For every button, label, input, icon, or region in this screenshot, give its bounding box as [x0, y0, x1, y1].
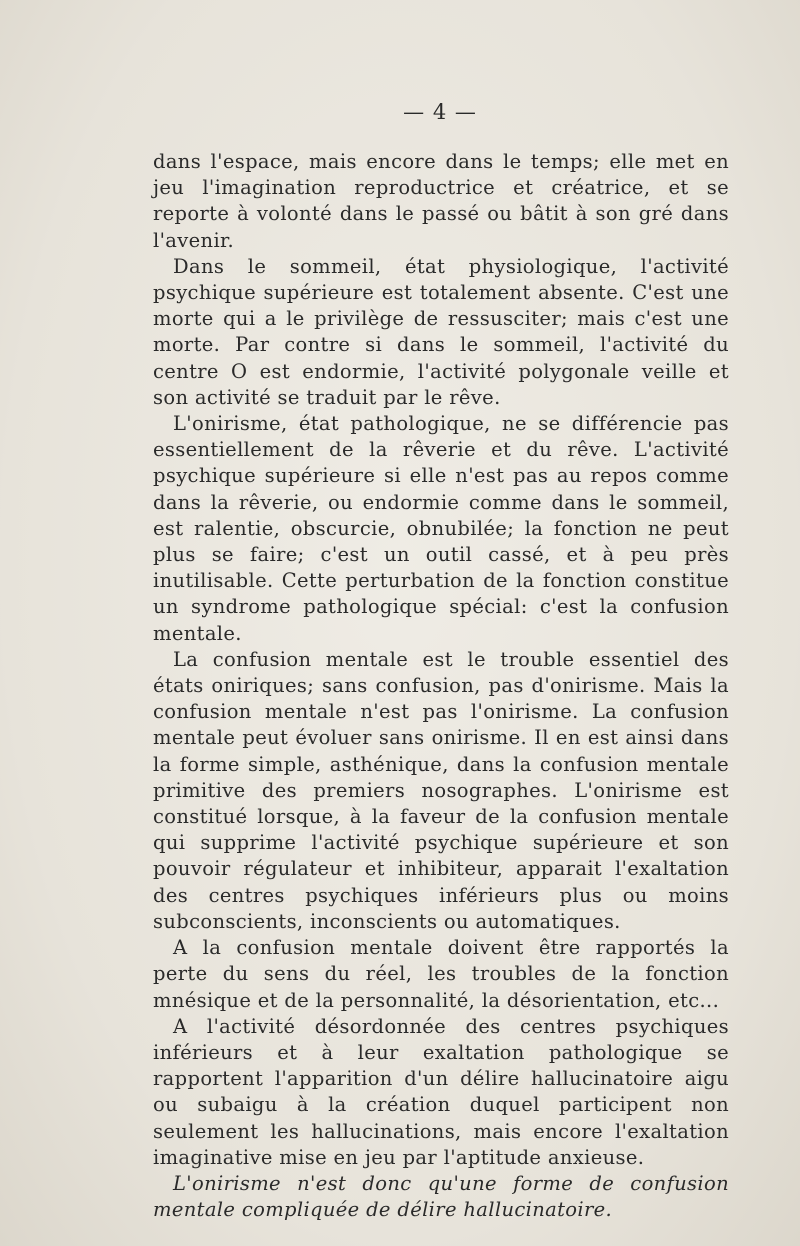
- page-number: — 4 —: [403, 100, 477, 124]
- conclusion-paragraph: L'onirisme n'est donc qu'une forme de confusion mentale compliquée de délire hallucinatoire.: [153, 1171, 729, 1222]
- paragraph-4: La confusion mentale est le trouble essentiel des états oniriques; sans confusion, pas d'onirisme. Mais la confusion mentale n'est pas l'onirisme. La confusion mentale peut évoluer sans onirisme. Il en est ainsi dans la forme simple, asthénique, dans la confusion mentale primitive des premiers nosographes. L'onirisme est constitué lorsque, à la faveur de la confusion mentale qui supprime l'activité psychique supérieure et son pouvoir régulateur et inhibiteur, apparait l'exaltation des centres psychiques inférieurs plus ou moins subconscients, inconscients ou automatiques.: [153, 647, 729, 933]
- paragraph-6: A l'activité désordonnée des centres psychiques inférieurs et à leur exaltation pathologique se rapportent l'apparition d'un délire hallucinatoire aigu ou subaigu à la création duquel participent non seulement les hallucinations, mais encore l'exaltation imaginative mise en jeu par l'aptitude anxieuse.: [153, 1014, 729, 1169]
- paragraph-5: A la confusion mentale doivent être rapportés la perte du sens du réel, les troubles de la fonction mnésique et de la personnalité, la désorientation, etc...: [153, 936, 729, 1012]
- body-text: [153, 149, 729, 1223]
- paragraph-1: dans l'espace, mais encore dans le temps; elle met en jeu l'imagination reproductrice et créatrice, et se reporte à volonté dans le passé ou bâtit à son gré dans l'avenir.: [153, 150, 729, 252]
- paragraph-3: L'onirisme, état pathologique, ne se différencie pas essentiellement de la rêverie et du rêve. L'activité psychique supérieure si elle n'est pas au repos comme dans la rêverie, ou endormie comme dans le sommeil, est ralentie, obscurcie, obnubilée; la fonction ne peut plus se faire; c'est un outil cassé, et à peu près inutilisable. Cette perturbation de la fonction constitue un syndrome pathologique spécial: c'est la confusion mentale.: [153, 412, 729, 645]
- paragraph-2: Dans le sommeil, état physiologique, l'activité psychique supérieure est totalement absente. C'est une morte qui a le privilège de ressusciter; mais c'est une morte. Par contre si dans le sommeil, l'activité du centre O est endormie, l'activité polygonale veille et son activité se traduit par le rêve.: [153, 254, 729, 409]
